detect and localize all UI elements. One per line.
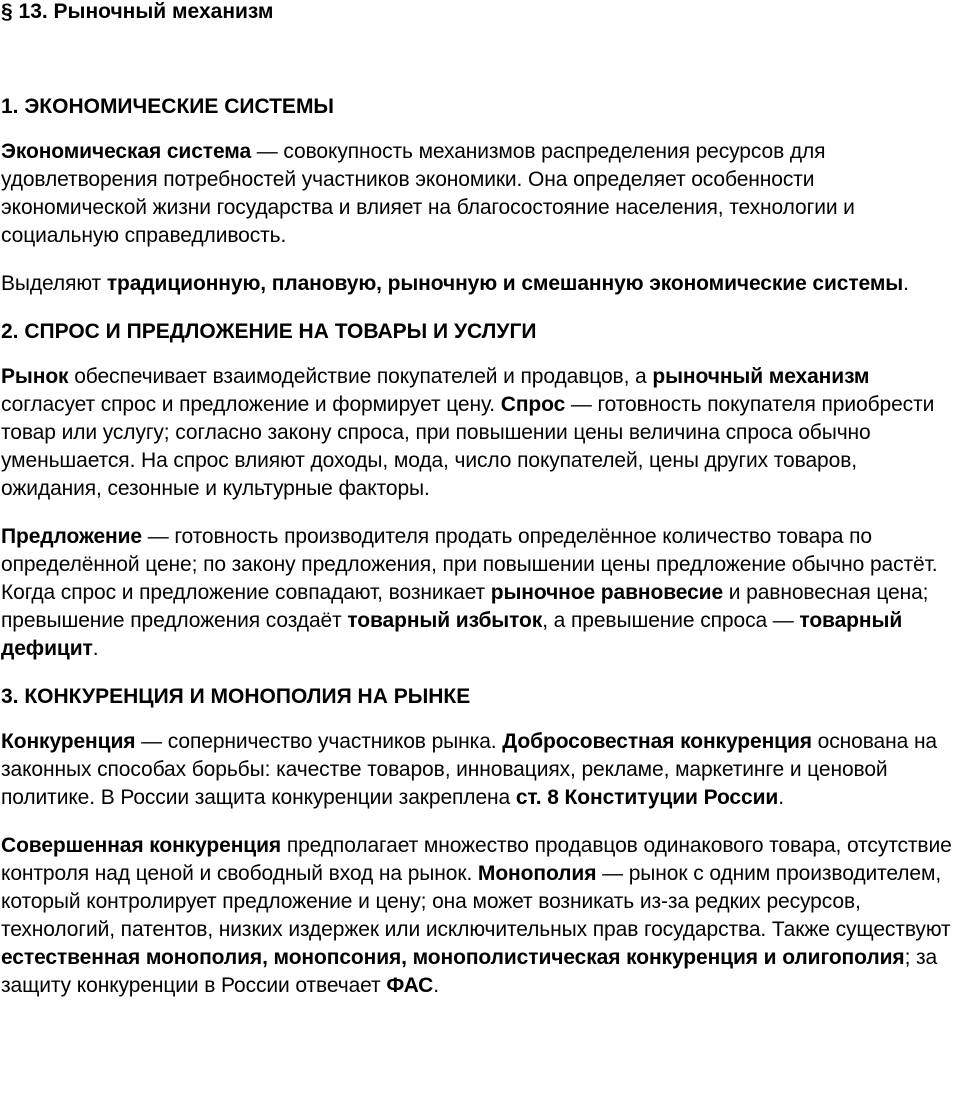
text-run: — готовность покупателя приобрести товар или услугу; согласно закону спроса, при повышении цены величина спроса обычно уменьшается. На спрос влияют доходы, мода, число покупателей, цены других товаров, ожидания, сезонные и культурные факторы. (1, 393, 935, 500)
section-competition-monopoly (1, 685, 959, 1000)
bold-term: ФАС (386, 974, 434, 997)
section-heading: 2. СПРОС И ПРЕДЛОЖЕНИЕ НА ТОВАРЫ И УСЛУГИ (1, 320, 537, 343)
text-run: основана на законных способах борьбы: качестве товаров, инновациях, рекламе, маркетинге и ценовой политике. В России защита конкуренции закреплена (1, 730, 938, 809)
paragraph (1, 270, 959, 298)
bold-term: рыночное равновесие (490, 581, 724, 604)
paragraph (1, 832, 959, 1000)
bold-term: Совершенная конкуренция (1, 834, 282, 857)
text-run: . (433, 974, 439, 997)
section-economic-systems (1, 95, 959, 298)
bold-term: Спрос (500, 393, 566, 416)
bold-term: рыночный механизм (652, 365, 870, 388)
text-run: — рынок с одним производителем, который контролирует предложение и цену; она может возникать из-за редких ресурсов, технологий, патентов, низких издержек или исключительных прав государства. Также существуют (1, 862, 951, 941)
bold-term: Добросовестная конкуренция (502, 730, 812, 753)
bold-term: Конкуренция (1, 730, 136, 753)
text-run: , а превышение спроса — (542, 609, 800, 632)
text-run: . (903, 272, 909, 295)
text-run: — совокупность механизмов распределения ресурсов для удовлетворения потребностей участников экономики. Она определяет особенности экономической жизни государства и влияет на благосостояние населения, технологии и социальную справедливость. (1, 140, 855, 247)
bold-term: Экономическая система (1, 140, 252, 163)
section-supply-demand (1, 320, 959, 663)
text-run: ; за защиту конкуренции в России отвечает (1, 946, 938, 997)
paragraph (1, 138, 959, 250)
bold-term: товарный избыток (347, 609, 543, 632)
paragraph (1, 523, 959, 663)
text-run: предполагает множество продавцов одинакового товара, отсутствие контроля над ценой и свободный вход на рынок. (1, 834, 952, 885)
text-run: — соперничество участников рынка. (135, 730, 503, 753)
bold-term: традиционную, плановую, рыночную и смешанную экономические системы (106, 272, 904, 295)
page-title: § 13. Рыночный механизм (1, 0, 274, 23)
text-run: . (778, 786, 784, 809)
bold-term: Рынок (1, 365, 69, 388)
section-heading: 1. ЭКОНОМИЧЕСКИЕ СИСТЕМЫ (1, 95, 334, 118)
text-run: — готовность производителя продать определённое количество товара по определённой цене; по закону предложения, при повышении цены предложение обычно растёт. Когда спрос и предложение совпадают, возникает (1, 525, 938, 604)
paragraph (1, 363, 959, 503)
text-run: . (92, 637, 99, 660)
bold-term: товарный дефицит (1, 609, 903, 660)
section-heading: 3. КОНКУРЕНЦИЯ И МОНОПОЛИЯ НА РЫНКЕ (1, 685, 471, 708)
bold-term: естественная монополия, монопсония, монополистическая конкуренция и олигополия (1, 946, 905, 969)
text-run: обеспечивает взаимодействие покупателей и продавцов, а (68, 365, 653, 388)
paragraph (1, 728, 959, 812)
text-run: и равновесная цена; превышение предложения создаёт (1, 581, 929, 632)
bold-term: Предложение (1, 525, 143, 548)
text-run: Выделяют (1, 272, 107, 295)
bold-term: Монополия (477, 862, 597, 885)
bold-term: ст. 8 Конституции России (515, 786, 779, 809)
text-run: согласует спрос и предложение и формирует цену. (1, 393, 501, 416)
